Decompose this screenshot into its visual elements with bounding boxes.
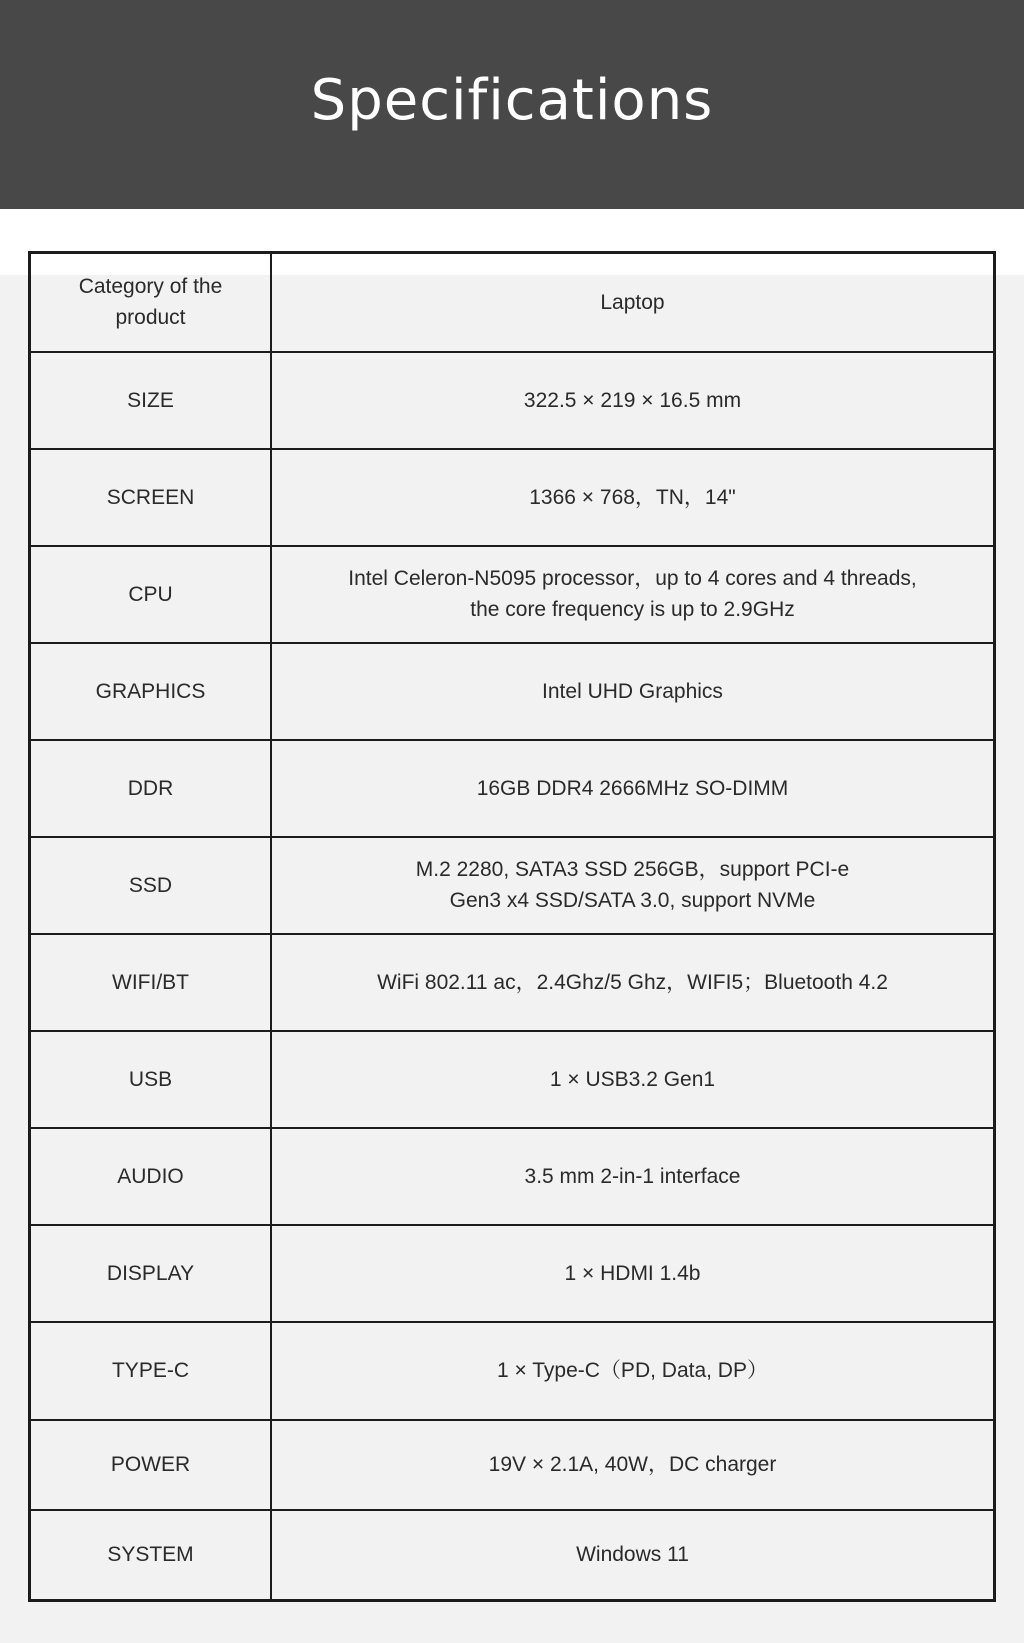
spec-row <box>30 643 995 740</box>
spec-value <box>271 253 995 352</box>
spec-value <box>271 1128 995 1225</box>
spec-label: POWER <box>30 1420 272 1510</box>
spec-value-line: the core frequency is up to 2.9GHz <box>470 598 795 621</box>
spec-value <box>271 449 995 546</box>
spec-label: GRAPHICS <box>30 643 272 740</box>
spec-value-line: 1 × USB3.2 Gen1 <box>549 1067 716 1091</box>
spec-row <box>30 253 995 352</box>
spec-value-line: Intel UHD Graphics <box>542 679 723 703</box>
spec-value-line: 1366 × 768，TN，14" <box>529 485 736 509</box>
spec-value-line: Windows 11 <box>576 1543 689 1567</box>
spec-value <box>271 1225 995 1322</box>
spec-value <box>271 934 995 1031</box>
spec-value <box>271 1420 995 1510</box>
spec-row <box>30 352 995 449</box>
spec-value-line: 3.5 mm 2-in-1 interface <box>524 1164 741 1188</box>
spec-value <box>271 546 995 643</box>
spec-value <box>271 1031 995 1128</box>
spec-row <box>30 1322 995 1420</box>
spec-row <box>30 934 995 1031</box>
spec-value-line: 322.5 × 219 × 16.5 mm <box>523 388 742 412</box>
page-title: Specifications <box>310 68 714 133</box>
spec-value-line: 1 × Type-C（PD, Data, DP） <box>497 1359 768 1382</box>
spec-label: SSD <box>30 837 272 934</box>
spec-value <box>271 643 995 740</box>
spec-value-line: 1 × HDMI 1.4b <box>564 1261 701 1285</box>
spec-value-line: Intel Celeron-N5095 processor，up to 4 cores and 4 threads, <box>348 567 917 590</box>
spec-row <box>30 1420 995 1510</box>
spec-value-line: 19V × 2.1A, 40W，DC charger <box>488 1453 777 1476</box>
spec-value <box>271 1510 995 1601</box>
spec-table-body <box>30 253 995 1601</box>
spec-label: CPU <box>30 546 272 643</box>
header-banner <box>0 0 1024 209</box>
spec-row <box>30 449 995 546</box>
spec-value-line: WiFi 802.11 ac，2.4Ghz/5 Ghz，WIFI5；Bluetooth 4.2 <box>377 970 888 994</box>
spec-row <box>30 546 995 643</box>
spec-row <box>30 1225 995 1322</box>
spec-label: DISPLAY <box>30 1225 272 1322</box>
spec-label: USB <box>30 1031 272 1128</box>
spec-label: DDR <box>30 740 272 837</box>
spec-table <box>28 251 996 1602</box>
spec-value <box>271 1322 995 1420</box>
spec-value <box>271 837 995 934</box>
spec-label: SCREEN <box>30 449 272 546</box>
spec-value-line: Gen3 x4 SSD/SATA 3.0, support NVMe <box>449 889 816 912</box>
spec-row <box>30 740 995 837</box>
spec-row <box>30 1128 995 1225</box>
spec-row <box>30 837 995 934</box>
spec-label: SYSTEM <box>30 1510 272 1601</box>
spec-label: AUDIO <box>30 1128 272 1225</box>
spec-value <box>271 740 995 837</box>
spec-row <box>30 1031 995 1128</box>
spec-label: SIZE <box>30 352 272 449</box>
spec-value-line: M.2 2280, SATA3 SSD 256GB，support PCI-e <box>415 858 850 881</box>
spec-label: Category of the product <box>30 253 272 352</box>
spec-value-line: Laptop <box>600 290 665 314</box>
spec-label: TYPE-C <box>30 1322 272 1420</box>
spec-value <box>271 352 995 449</box>
spec-value-line: 16GB DDR4 2666MHz SO-DIMM <box>476 776 789 800</box>
spec-row <box>30 1510 995 1601</box>
spec-label: WIFI/BT <box>30 934 272 1031</box>
